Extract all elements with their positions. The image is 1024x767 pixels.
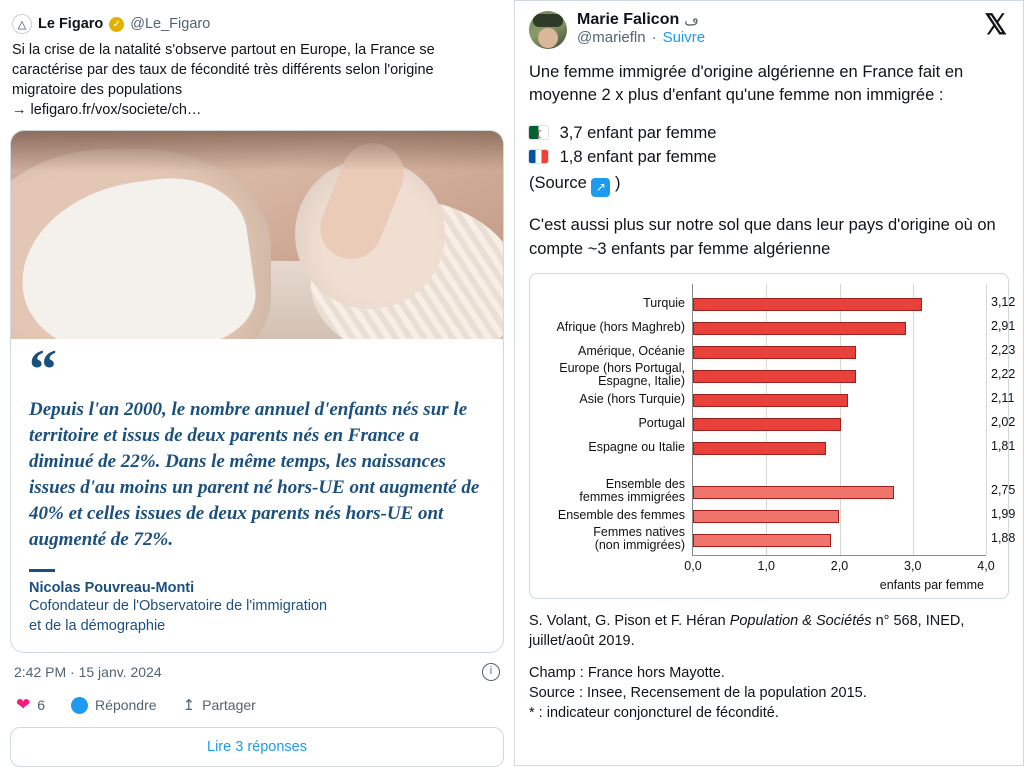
chart-bar-value-label: 1,88 [991, 531, 1016, 545]
chart-category-label: Turquie [643, 296, 685, 310]
card-quote-role-line1: Cofondateur de l'Observatoire de l'immigration [29, 598, 328, 614]
chart-bar [693, 343, 1016, 359]
quoted-tweet-meta [8, 653, 506, 689]
quoted-tweet-body: Si la crise de la natalité s'observe partout en Europe, la France se caractérise par des taux de fécondité très différents selon l'origine migratoire des populations [12, 42, 435, 98]
chart-bar [693, 319, 1016, 335]
stat-row-algeria [529, 121, 1009, 145]
separator-dot: · [651, 29, 657, 46]
chart-category-label: Europe (hors Portugal, Espagne, Italie) [559, 361, 685, 388]
chart-bar [693, 531, 1016, 547]
arabic-glyph-icon: ڡ [684, 11, 699, 28]
chart-bar [693, 415, 1016, 431]
main-author-name[interactable]: Marie Falicon [577, 11, 680, 28]
divider [29, 569, 55, 572]
footnote-reference-line2: juillet/août 2019. [529, 633, 635, 649]
source-prefix: (Source [529, 174, 592, 192]
chart-bar-value-label: 1,99 [991, 507, 1016, 521]
flag-algeria-icon [529, 126, 548, 139]
stat-france-value: 1,8 enfant par femme [559, 148, 717, 166]
chart-bar-value-label: 2,91 [991, 319, 1016, 333]
chart-x-tick-label: 0,0 [684, 559, 702, 573]
main-author-handle[interactable]: @mariefln [577, 29, 646, 46]
quoted-author-handle[interactable]: @Le_Figaro [130, 16, 211, 32]
share-button[interactable] [183, 696, 256, 714]
chart-bar [693, 439, 1016, 455]
reply-button[interactable] [71, 697, 157, 714]
chart-x-axis-title: enfants par femme [879, 578, 984, 592]
like-button[interactable] [16, 695, 45, 715]
chart-bar-row [577, 343, 1016, 359]
chart-category-label: Asie (hors Turquie) [579, 392, 685, 406]
link-arrow-icon[interactable]: ↗ [591, 178, 610, 197]
flag-france-icon [529, 150, 548, 163]
x-logo-icon[interactable]: 𝕏 [984, 9, 1007, 40]
chart-category-label: Afrique (hors Maghreb) [556, 320, 685, 334]
card-quote-author: Nicolas Pouvreau-Monti [29, 580, 195, 596]
verified-badge-icon: ✓ [109, 17, 124, 32]
main-tweet-header [529, 11, 1009, 49]
chart-bar-value-label: 3,12 [991, 295, 1016, 309]
stat-row-france [529, 145, 1009, 169]
read-replies-button[interactable]: Lire 3 réponses [10, 727, 504, 767]
footnote-scope: Champ : France hors Mayotte. [529, 665, 725, 681]
quoted-tweet-timestamp: 2:42 PM · 15 janv. 2024 [14, 664, 162, 680]
chart-plot-area [556, 284, 1016, 573]
card-quote-block [11, 339, 503, 652]
chart-x-tick-label: 1,0 [757, 559, 775, 573]
chart-bar-value-label: 2,11 [991, 391, 1015, 405]
chart-bar [693, 391, 1015, 407]
info-icon[interactable]: i [482, 663, 500, 681]
chart-category-label: Espagne ou Italie [588, 440, 685, 454]
source-line [529, 171, 1009, 197]
chart-bar [693, 507, 1016, 523]
chart-bar-row [557, 507, 1016, 523]
chart-category-label: Ensemble des femmes [557, 508, 685, 522]
main-tweet-text: Une femme immigrée d'origine algérienne en France fait en moyenne 2 x plus d'enfant qu'une femme non immigrée : [529, 63, 964, 104]
footnote-ref-b: n° 568, INED, [871, 613, 965, 629]
footnote-note: * : indicateur conjoncturel de fécondité. [529, 705, 779, 721]
chart-bar-value-label: 2,02 [991, 415, 1016, 429]
footnote-ref-italic: Population & Sociétés [729, 613, 872, 629]
chart-bar [693, 483, 1016, 499]
chart-bar-row [579, 477, 1016, 504]
chart-bar-value-label: 2,22 [991, 367, 1016, 381]
chart-bar-row [643, 295, 1016, 311]
chart-category-label: Portugal [638, 416, 685, 430]
chart-x-tick-label: 2,0 [830, 559, 849, 573]
chart-bar-row [588, 439, 1016, 455]
chart-x-tick-label: 3,0 [904, 559, 922, 573]
profile-avatar-icon[interactable] [529, 11, 567, 49]
stat-algeria-value: 3,7 enfant par femme [559, 124, 717, 142]
card-quote-role-line2: et de la démographie [29, 618, 166, 634]
quoted-tweet-header [8, 4, 506, 38]
heart-icon: ❤ [16, 695, 31, 714]
chart-category-label: Amérique, Océanie [577, 344, 685, 358]
main-tweet-text-secondary: C'est aussi plus sur notre sol que dans leur pays d'origine où on compte ~3 enfants par femme algérienne [529, 216, 996, 258]
chart-gridline [986, 284, 987, 555]
follow-button[interactable]: Suivre [662, 29, 706, 46]
chart-bar-row [579, 391, 1015, 407]
footnote-ref-a: S. Volant, G. Pison et F. Héran [529, 613, 730, 629]
chart-bar-value-label: 2,23 [991, 343, 1016, 357]
main-tweet-pane [514, 0, 1024, 766]
reply-label: Répondre [95, 697, 157, 713]
reply-icon [71, 697, 88, 714]
chart-bar [693, 295, 1016, 311]
card-quote-text: Depuis l'an 2000, le nombre annuel d'enfants nés sur le territoire et issus de deux parents nés en France a diminué de 22%. Dans le même temps, les naissances issues d'au moins un parent né hors-UE ont augmenté de 40% et celles issues de deux parents nés hors-UE ont augmenté de 72%. [29, 399, 480, 550]
share-label: Partager [202, 697, 256, 713]
chart-bar-row [638, 415, 1016, 431]
quote-mark-icon: “ [29, 339, 55, 401]
chart-category-label: Ensemble des femmes immigrées [579, 477, 685, 504]
chart-x-tick-label: 4,0 [977, 559, 995, 573]
quoted-tweet-actions [8, 689, 506, 725]
chart-footnotes [529, 611, 1009, 723]
footnote-source: Source : Insee, Recensement de la population 2015. [529, 685, 867, 701]
share-icon: ↥ [182, 697, 196, 714]
chart-bar-row [556, 319, 1016, 335]
chart-bar [693, 367, 1016, 383]
chart-bar-value-label: 1,81 [991, 439, 1016, 453]
source-suffix: ) [614, 174, 621, 192]
chart-bar-row [593, 525, 1016, 552]
like-count: 6 [37, 697, 46, 713]
main-tweet-stats [529, 121, 1009, 197]
quoted-tweet-card[interactable] [10, 130, 504, 653]
chart-bar-row [559, 361, 1016, 388]
card-image [11, 131, 503, 339]
quoted-tweet-text [8, 38, 506, 128]
fertility-chart-card[interactable] [529, 273, 1016, 599]
footnote-reference [529, 611, 1009, 631]
figaro-avatar-icon[interactable]: △ [12, 14, 32, 34]
chart-category-label: Femmes natives (non immigrées) [593, 525, 685, 552]
quoted-author-name[interactable]: Le Figaro [38, 16, 104, 32]
chart-bar-value-label: 2,75 [991, 483, 1016, 497]
quoted-tweet-link[interactable]: → lefigaro.fr/vox/societe/ch… [12, 102, 202, 118]
